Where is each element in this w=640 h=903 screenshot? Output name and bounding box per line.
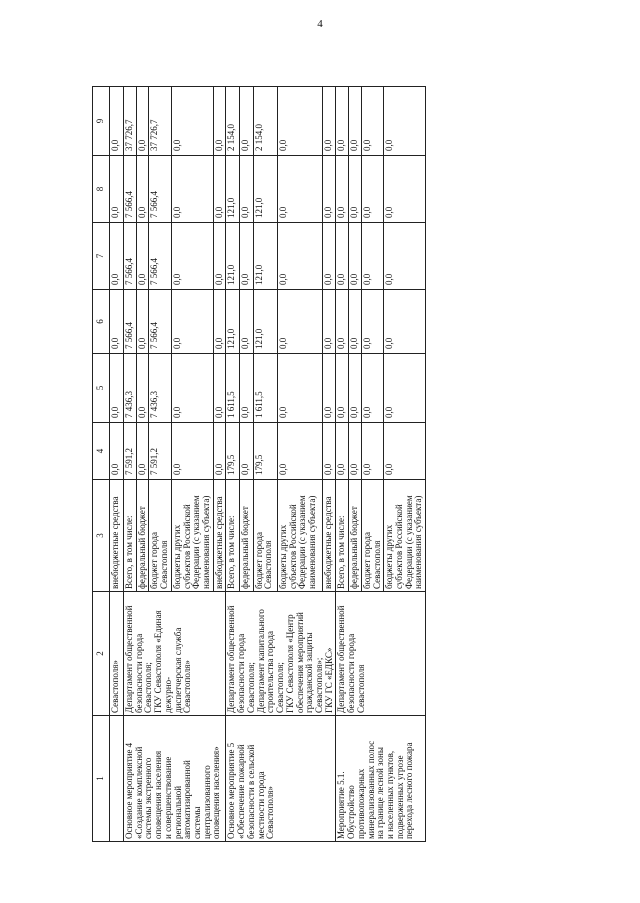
value-cell: 0,0 (240, 223, 254, 290)
value-cell: 0,0 (322, 223, 336, 290)
source-cell: внебюджетные средства (213, 480, 226, 592)
value-cell: 7 566,4 (124, 223, 137, 290)
value-cell: 0,0 (171, 156, 213, 223)
value-cell: 0,0 (384, 423, 426, 480)
rotated-table-container (92, 87, 562, 842)
value-cell: 0,0 (384, 156, 426, 223)
value-cell: 0,0 (336, 87, 349, 156)
executor-cell: Департамент общественной безопасности города Севастополя; Департамент капитального строительства города Севастополя; ГКУ Севастополя «Центр обеспечения мероприятий гражданской защиты Севастополя»; ГКУ ГС «ЕДКС» (226, 592, 336, 716)
value-cell: 121,0 (226, 156, 240, 223)
value-cell: 121,0 (253, 223, 277, 290)
value-cell: 0,0 (349, 290, 362, 354)
value-cell: 0,0 (213, 423, 226, 480)
value-cell: 0,0 (322, 423, 336, 480)
value-cell: 0,0 (361, 156, 383, 223)
value-cell: 1 611,5 (253, 354, 277, 423)
header-cell: 8 (93, 156, 110, 223)
header-cell: 6 (93, 290, 110, 354)
value-cell: 0,0 (110, 290, 124, 354)
source-cell: бюджеты других субъектов Российской Федерации (с указанием наименования субъекта) (277, 480, 322, 592)
source-cell: внебюджетные средства (110, 480, 124, 592)
value-cell: 0,0 (384, 290, 426, 354)
table-body (93, 87, 426, 842)
header-cell: 2 (93, 592, 110, 716)
value-cell: 0,0 (136, 290, 149, 354)
page-number: 4 (317, 18, 323, 30)
value-cell: 0,0 (322, 354, 336, 423)
executor-cell: Севастополя» (110, 592, 124, 716)
value-cell: 7 566,4 (124, 290, 137, 354)
value-cell: 0,0 (171, 223, 213, 290)
value-cell: 0,0 (336, 156, 349, 223)
header-cell: 9 (93, 87, 110, 156)
value-cell: 121,0 (253, 290, 277, 354)
value-cell: 0,0 (361, 223, 383, 290)
value-cell: 0,0 (361, 354, 383, 423)
value-cell: 7 566,4 (149, 156, 171, 223)
value-cell: 0,0 (336, 354, 349, 423)
table-row (336, 87, 349, 842)
value-cell: 0,0 (171, 290, 213, 354)
table-row (226, 87, 240, 842)
value-cell: 0,0 (213, 290, 226, 354)
source-cell: бюджет города Севастополя (149, 480, 171, 592)
value-cell: 0,0 (171, 87, 213, 156)
value-cell: 0,0 (171, 354, 213, 423)
executor-cell: Департамент общественной безопасности города Севастополя (336, 592, 426, 716)
activity-cell: Основное мероприятие 4 «Создание комплексной системы экстренного оповещения населения и совершенствование региональной автоматизированной системы централизованного оповещения населения» (124, 716, 226, 842)
value-cell: 7 436,3 (149, 354, 171, 423)
value-cell: 37 726,7 (124, 87, 137, 156)
value-cell: 0,0 (349, 223, 362, 290)
executor-cell: Департамент общественной безопасности города Севастополя; ГКУ Севастополя «Единая дежурно- диспетчерская служба Севастополя» (124, 592, 226, 716)
value-cell: 0,0 (361, 290, 383, 354)
value-cell: 0,0 (384, 87, 426, 156)
value-cell: 0,0 (336, 223, 349, 290)
value-cell: 0,0 (384, 354, 426, 423)
value-cell: 121,0 (226, 223, 240, 290)
value-cell: 0,0 (277, 290, 322, 354)
header-row (93, 87, 110, 842)
value-cell: 0,0 (349, 354, 362, 423)
source-cell: Всего, в том числе: (124, 480, 137, 592)
value-cell: 0,0 (349, 423, 362, 480)
header-cell: 1 (93, 716, 110, 842)
value-cell: 0,0 (110, 156, 124, 223)
value-cell: 179,5 (253, 423, 277, 480)
value-cell: 0,0 (240, 423, 254, 480)
table-row (124, 87, 137, 842)
activity-cell: Мероприятие 5.1. Обустройство противопожарных минерализованных полос на границе лесной зоны и населенных пунктов, подверженных угрозе перехода лесного пожара (336, 716, 426, 842)
source-cell: бюджеты других субъектов Российской Федерации (с указанием наименования субъекта) (171, 480, 213, 592)
value-cell: 0,0 (322, 290, 336, 354)
header-cell: 7 (93, 223, 110, 290)
value-cell: 7 591,2 (124, 423, 137, 480)
source-cell: федеральный бюджет (349, 480, 362, 592)
source-cell: Всего, в том числе: (336, 480, 349, 592)
value-cell: 37 726,7 (149, 87, 171, 156)
source-cell: федеральный бюджет (240, 480, 254, 592)
value-cell: 0,0 (110, 423, 124, 480)
value-cell: 0,0 (136, 87, 149, 156)
value-cell: 7 566,4 (149, 290, 171, 354)
value-cell: 0,0 (240, 354, 254, 423)
continuation-row (110, 87, 124, 842)
source-cell: Всего, в том числе: (226, 480, 240, 592)
value-cell: 0,0 (240, 156, 254, 223)
header-cell: 3 (93, 480, 110, 592)
value-cell: 0,0 (240, 87, 254, 156)
value-cell: 0,0 (322, 156, 336, 223)
value-cell: 179,5 (226, 423, 240, 480)
value-cell: 0,0 (213, 156, 226, 223)
value-cell: 121,0 (253, 156, 277, 223)
value-cell: 0,0 (136, 223, 149, 290)
value-cell: 0,0 (213, 354, 226, 423)
activity-cell (110, 716, 124, 842)
value-cell: 0,0 (277, 87, 322, 156)
activity-cell: Основное мероприятие 5 «Обеспечение пожарной безопасности в сельской местности города Севастополя» (226, 716, 336, 842)
value-cell: 0,0 (136, 423, 149, 480)
value-cell: 0,0 (277, 423, 322, 480)
value-cell: 0,0 (213, 223, 226, 290)
source-cell: федеральный бюджет (136, 480, 149, 592)
value-cell: 121,0 (226, 290, 240, 354)
value-cell: 2 154,0 (226, 87, 240, 156)
value-cell: 7 436,3 (124, 354, 137, 423)
value-cell: 1 611,5 (226, 354, 240, 423)
value-cell: 0,0 (361, 423, 383, 480)
value-cell: 0,0 (277, 156, 322, 223)
value-cell: 0,0 (136, 354, 149, 423)
value-cell: 0,0 (240, 290, 254, 354)
value-cell: 0,0 (110, 354, 124, 423)
source-cell: бюджет города Севастополя (253, 480, 277, 592)
source-cell: бюджеты других субъектов Российской Федерации (с указанием наименования субъекта) (384, 480, 426, 592)
value-cell: 0,0 (213, 87, 226, 156)
header-cell: 5 (93, 354, 110, 423)
value-cell: 0,0 (277, 354, 322, 423)
value-cell: 7 566,4 (149, 223, 171, 290)
value-cell: 0,0 (110, 87, 124, 156)
value-cell: 7 591,2 (149, 423, 171, 480)
value-cell: 7 566,4 (124, 156, 137, 223)
value-cell: 0,0 (361, 87, 383, 156)
value-cell: 0,0 (277, 223, 322, 290)
value-cell: 0,0 (322, 87, 336, 156)
value-cell: 0,0 (349, 156, 362, 223)
value-cell: 2 154,0 (253, 87, 277, 156)
value-cell: 0,0 (171, 423, 213, 480)
budget-table (92, 86, 426, 842)
value-cell: 0,0 (336, 423, 349, 480)
value-cell: 0,0 (349, 87, 362, 156)
value-cell: 0,0 (110, 223, 124, 290)
source-cell: внебюджетные средства (322, 480, 336, 592)
value-cell: 0,0 (384, 223, 426, 290)
value-cell: 0,0 (336, 290, 349, 354)
source-cell: бюджет города Севастополя (361, 480, 383, 592)
header-cell: 4 (93, 423, 110, 480)
value-cell: 0,0 (136, 156, 149, 223)
